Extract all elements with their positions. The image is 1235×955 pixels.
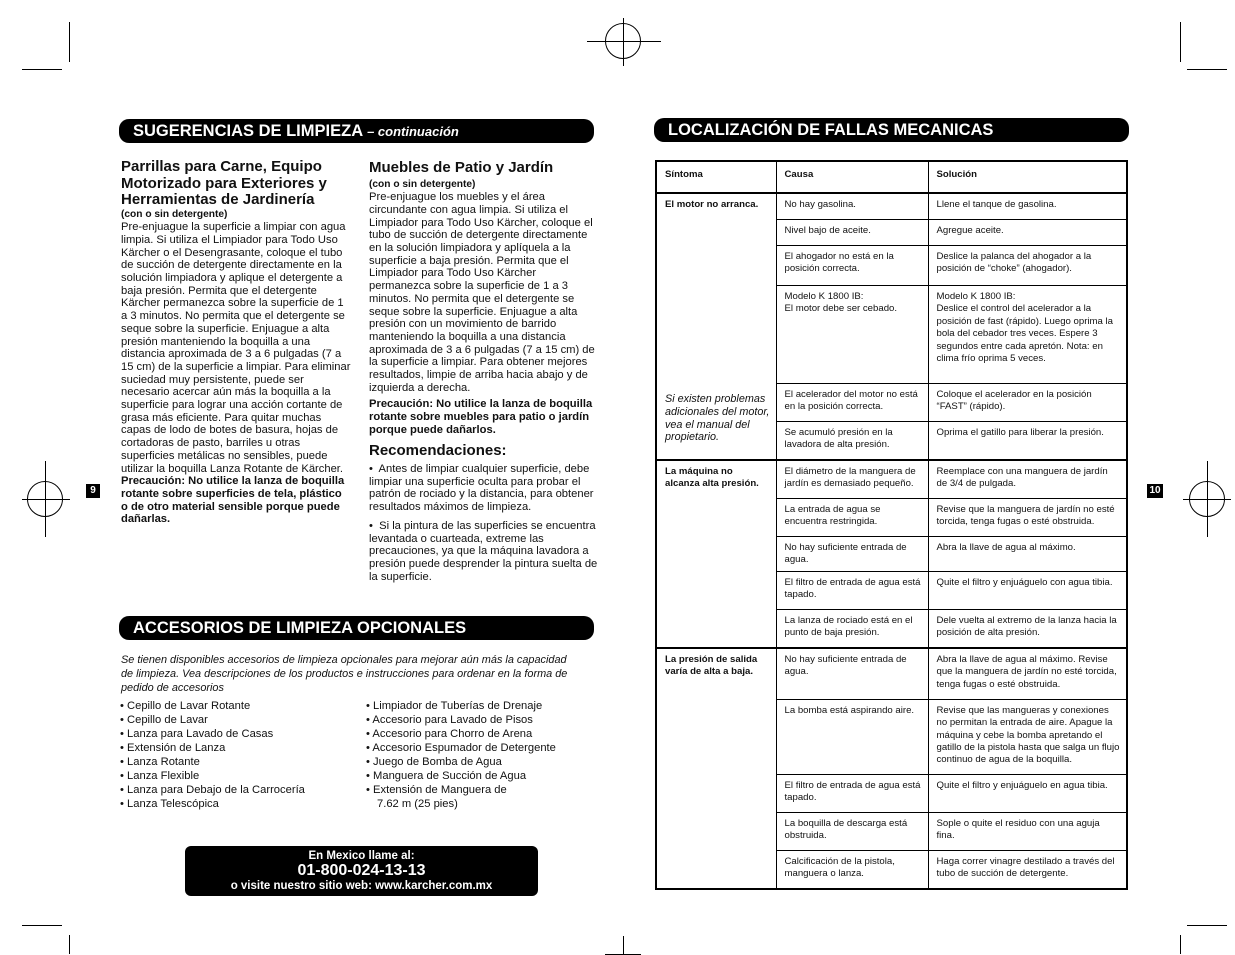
column-patio-furniture — [369, 160, 598, 583]
list-item: • Accesorio para Chorro de Arena — [366, 727, 596, 741]
table-row — [656, 648, 1127, 700]
solution-cell: Dele vuelta al extremo de la lanza hacia la posición de alta presión. — [928, 609, 1127, 648]
symptom-text: El motor no arranca. — [665, 199, 759, 210]
recommendation-item: • Antes de limpiar cualquier superficie, debe limpiar una superficie oculta para probar el patrón de rociado y la distancia, para obtener resultados máximos de limpieza. — [369, 463, 594, 514]
column-header: Solución — [928, 161, 1127, 193]
cause-cell: La bomba está aspirando aire. — [776, 699, 928, 774]
cause-cell: El ahogador no está en la posición correcta. — [776, 246, 928, 286]
cause-cell: No hay suficiente entrada de agua. — [776, 537, 928, 572]
article-body: Pre-enjuague los muebles y el área circundante con agua limpia. Si utiliza el Limpiador para Todo Uso Kärcher, coloque el tubo de succión de detergente directamente en la solución limpiadora y aplíquela a la superficie a baja presión. Permita que el Limpiador para Todo Uso Kärcher permanezca sobre la superficie de 1 a 3 minutos. No permita que el detergente se seque sobre la superficie. Enjuague a alta presión con un movimiento de barrido manteniendo la boquilla a una distancia aproximada de 3 a 6 pulgadas (7 a 15 cm) de la superficie a limpiar. Para obtener mejores resultados, limpie de arriba hacia abajo y de izquierda a derecha. — [369, 191, 595, 394]
crop-mark — [1187, 925, 1227, 926]
solution-cell: Abra la llave de agua al máximo. — [928, 537, 1127, 572]
solution-cell: Revise que las mangueras y conexiones no permitan la entrada de aire. Apague la máquina y cebe la bomba apretando el gatillo de la pistola hasta que salga un flujo continuo de agua de la boquilla. — [928, 699, 1127, 774]
article-body: Pre-enjuague la superficie a limpiar con agua limpia. Si utiliza el Limpiador para Todo Uso Kärcher o el Desengrasante, coloque el tubo de succión de detergente directamente en la solución limpiadora y aplique el detergente a baja presión. Permita que el detergente Kärcher permanezca sobre la superficie de 1 a 3 minutos. No permita que el detergente se seque sobre la superficie. Enjuague a alta presión manteniendo la boquilla a una distancia aproximada de 3 a 6 pulgadas (7 a 15 cm) de la superficie a limpiar. Para eliminar suciedad muy persistente, puede ser necesario acercar aún más la boquilla a la superficie para lograr una acción cortante de grasa más eficiente. Para quitar muchas capas de lodo de botes de basura, hojas de cortadoras de pasto, barriles u otras superficies metálicas no sensibles, puede utilizar la boquilla Lanza Rotante de Kärcher. — [121, 221, 351, 475]
recommendation-text: Si la pintura de las superficies se encuentra levantada o cuarteada, extreme las precauciones, ya que la máquina lavadora a presión puede desprender la pintura suelta de la superficie. — [369, 519, 598, 583]
list-item: • Lanza para Debajo de la Carrocería — [120, 783, 350, 797]
symptom-text: La presión de salida varía de alta a baja. — [665, 653, 758, 678]
solution-cell: Abra la llave de agua al máximo. Revise que la manguera de jardín no esté torcida, tenga fugas o esté obstruida. — [928, 648, 1127, 700]
cause-cell: El filtro de entrada de agua está tapado. — [776, 774, 928, 812]
cause-cell: El acelerador del motor no está en la posición correcta. — [776, 384, 928, 422]
solution-cell: Coloque el acelerador en la posición “FAST” (rápido). — [928, 384, 1127, 422]
section-header-accessories — [119, 616, 594, 640]
contact-callout — [185, 846, 538, 896]
article-title: Parrillas para Carne, Equipo Motorizado para Exteriores y Herramientas de Jardinería — [121, 158, 327, 208]
crop-mark — [22, 69, 62, 70]
accessories-list — [120, 699, 350, 811]
crop-mark — [69, 22, 70, 62]
page-number: 9 — [86, 484, 100, 498]
page-number: 10 — [1147, 484, 1163, 498]
list-item: • Manguera de Succión de Agua — [366, 769, 596, 783]
solution-cell: Sople o quite el residuo con una aguja fina. — [928, 812, 1127, 850]
symptom-cell — [656, 648, 776, 889]
section-title: SUGERENCIAS DE LIMPIEZA — [133, 122, 363, 140]
website-line: o visite nuestro sitio web: www.karcher.com.mx — [230, 880, 493, 892]
list-item: • Juego de Bomba de Agua — [366, 755, 596, 769]
symptom-note: Si existen problemas adicionales del motor, vea el manual del propietario. — [665, 393, 770, 444]
recommendation-item: • Si la pintura de las superficies se encuentra levantada o cuarteada, extreme las precauciones, ya que la máquina lavadora a presión puede desprender la pintura suelta de la superficie. — [369, 519, 598, 583]
list-item: • Accesorio para Lavado de Pisos — [366, 713, 596, 727]
solution-cell: Haga correr vinagre destilado a través del tubo de succión de detergente. — [928, 850, 1127, 889]
column-header: Causa — [776, 161, 928, 193]
solution-cell: Agregue aceite. — [928, 220, 1127, 246]
crop-mark — [1183, 499, 1231, 500]
solution-cell: Quite el filtro y enjuáguelo en agua tibia. — [928, 774, 1127, 812]
article-subtitle: (con o sin detergente) — [121, 208, 228, 220]
column-header: Síntoma — [656, 161, 776, 193]
section-title: ACCESORIOS DE LIMPIEZA OPCIONALES — [133, 619, 467, 637]
cause-cell: No hay suficiente entrada de agua. — [776, 648, 928, 700]
warning-text: Precaución: No utilice la lanza de boquilla rotante sobre muebles para patio o jardín porque puede dañarlos. — [369, 398, 593, 436]
symptom-cell — [656, 193, 776, 460]
solution-cell: Deslice la palanca del ahogador a la posición de “choke” (ahogador). — [928, 246, 1127, 286]
crop-mark — [1187, 69, 1227, 70]
solution-cell: Llene el tanque de gasolina. — [928, 193, 1127, 220]
crop-mark — [623, 18, 624, 66]
crop-mark — [1180, 935, 1181, 954]
section-header-cleaning-tips — [119, 119, 594, 143]
crop-mark — [69, 935, 70, 954]
list-item: • Lanza Telescópica — [120, 797, 350, 811]
article-subtitle: (con o sin detergente) — [369, 178, 476, 190]
recommendations-title: Recomendaciones: — [369, 441, 507, 459]
list-item: • Cepillo de Lavar Rotante — [120, 699, 350, 713]
solution-cell: Quite el filtro y enjuáguelo con agua tibia. — [928, 571, 1127, 609]
section-header-troubleshooting — [654, 118, 1129, 142]
article-title: Muebles de Patio y Jardín — [369, 159, 554, 176]
accessories-list — [366, 699, 596, 811]
section-title: LOCALIZACIÓN DE FALLAS MECANICAS — [668, 121, 994, 139]
crop-mark — [623, 936, 624, 954]
list-item: • Extensión de Manguera de — [366, 783, 596, 797]
cause-cell: Se acumuló presión en la lavadora de alta presión. — [776, 422, 928, 461]
list-item: • Lanza Flexible — [120, 769, 350, 783]
symptom-cell — [656, 460, 776, 648]
list-item: • Cepillo de Lavar — [120, 713, 350, 727]
crop-mark — [587, 41, 661, 42]
solution-cell: Modelo K 1800 IB: Deslice el control del acelerador a la posición de fast (rápido). Luego oprima la bola del cebador tres veces. Espere 3 segundos entre cada apretón. Nota: en clima frío oprima 5 veces. — [928, 286, 1127, 384]
crop-mark — [1180, 22, 1181, 62]
column-grills — [121, 159, 351, 526]
cause-cell: La lanza de rociado está en el punto de baja presión. — [776, 609, 928, 648]
crop-mark — [22, 925, 62, 926]
list-item: • Lanza Rotante — [120, 755, 350, 769]
contact-line: En Mexico llame al: — [308, 850, 415, 862]
symptom-text: La máquina no alcanza alta presión. — [665, 466, 759, 490]
accessories-intro: Se tienen disponibles accesorios de limpieza opcionales para mejorar aún más la capacidad de limpieza. Vea descripciones de los productos e instrucciones para ordenar en la forma de pedido de accesorios — [121, 654, 568, 694]
cause-cell: Calcificación de la pistola, manguera o lanza. — [776, 850, 928, 889]
cause-cell: Modelo K 1800 IB: El motor debe ser cebado. — [776, 286, 928, 384]
table-row — [656, 460, 1127, 499]
cause-cell: Nivel bajo de aceite. — [776, 220, 928, 246]
section-title-suffix: – continuación — [367, 124, 459, 139]
list-item: 7.62 m (25 pies) — [377, 798, 458, 810]
list-item: • Extensión de Lanza — [120, 741, 350, 755]
cause-cell: El filtro de entrada de agua está tapado. — [776, 571, 928, 609]
solution-cell: Oprima el gatillo para liberar la presión. — [928, 422, 1127, 461]
list-item: • Limpiador de Tuberías de Drenaje — [366, 699, 596, 713]
table-header-row — [656, 161, 1127, 193]
cause-cell: El diámetro de la manguera de jardín es demasiado pequeño. — [776, 460, 928, 499]
list-item: • Lanza para Lavado de Casas — [120, 727, 350, 741]
cause-cell: La boquilla de descarga está obstruida. — [776, 812, 928, 850]
solution-cell: Reemplace con una manguera de jardín de 3/4 de pulgada. — [928, 460, 1127, 499]
phone-number: 01-800-024-13-13 — [297, 862, 426, 879]
crop-mark — [22, 499, 70, 500]
solution-cell: Revise que la manguera de jardín no esté torcida, tenga fugas o esté obstruida. — [928, 499, 1127, 537]
table-row — [656, 193, 1127, 220]
cause-cell: No hay gasolina. — [776, 193, 928, 220]
recommendation-text: Antes de limpiar cualquier superficie, debe limpiar una superficie oculta para probar el patrón de rociado y la distancia, para obtener resultados máximos de limpieza. — [369, 463, 594, 514]
troubleshooting-table — [655, 160, 1128, 890]
cause-cell: La entrada de agua se encuentra restringida. — [776, 499, 928, 537]
warning-text: Precaución: No utilice la lanza de boquilla rotante sobre superficies de tela, plástico o de otro material sensible porque puede dañarlas. — [121, 475, 345, 526]
list-item: • Accesorio Espumador de Detergente — [366, 741, 596, 755]
